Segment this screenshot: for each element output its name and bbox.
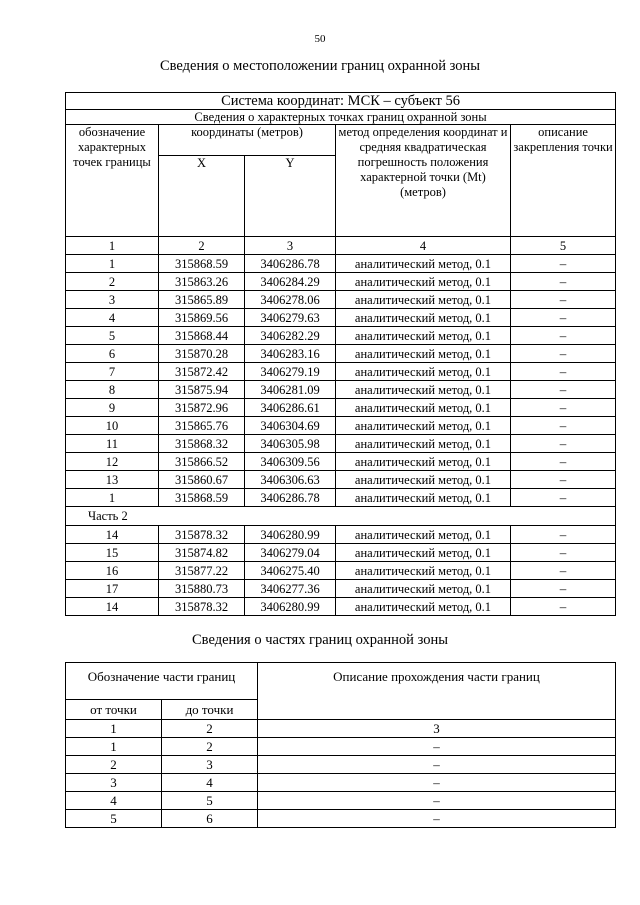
fixing-description: – xyxy=(511,381,616,399)
part-description: – xyxy=(258,774,616,792)
coord-x: 315880.73 xyxy=(159,580,245,598)
table-row xyxy=(66,273,616,291)
method-accuracy: аналитический метод, 0.1 xyxy=(336,399,511,417)
table-row xyxy=(66,417,616,435)
method-accuracy: аналитический метод, 0.1 xyxy=(336,309,511,327)
table-row xyxy=(66,309,616,327)
fixing-description: – xyxy=(511,453,616,471)
point-number: 16 xyxy=(66,562,159,580)
fixing-description: – xyxy=(511,363,616,381)
coord-y: 3406277.36 xyxy=(245,580,336,598)
method-accuracy: аналитический метод, 0.1 xyxy=(336,381,511,399)
fixing-description: – xyxy=(511,255,616,273)
table-row xyxy=(66,580,616,598)
point-number: 5 xyxy=(66,327,159,345)
coord-x: 315869.56 xyxy=(159,309,245,327)
method-accuracy: аналитический метод, 0.1 xyxy=(336,291,511,309)
coord-x: 315868.44 xyxy=(159,327,245,345)
point-number: 15 xyxy=(66,544,159,562)
col-number: 2 xyxy=(162,720,258,738)
coord-y: 3406278.06 xyxy=(245,291,336,309)
coord-x: 315868.32 xyxy=(159,435,245,453)
fixing-description: – xyxy=(511,471,616,489)
table-row xyxy=(66,291,616,309)
coord-x: 315875.94 xyxy=(159,381,245,399)
col-number: 5 xyxy=(511,237,616,255)
to-point: 4 xyxy=(162,774,258,792)
fixing-description: – xyxy=(511,327,616,345)
from-point: 4 xyxy=(66,792,162,810)
coord-x: 315865.89 xyxy=(159,291,245,309)
coord-y: 3406281.09 xyxy=(245,381,336,399)
coord-x: 315870.28 xyxy=(159,345,245,363)
to-point: 2 xyxy=(162,738,258,756)
coord-y: 3406305.98 xyxy=(245,435,336,453)
col-header-designation: Обозначение части границ xyxy=(66,663,258,700)
col-number: 1 xyxy=(66,237,159,255)
point-number: 13 xyxy=(66,471,159,489)
part-description: – xyxy=(258,810,616,828)
point-number: 9 xyxy=(66,399,159,417)
coord-x: 315863.26 xyxy=(159,273,245,291)
coord-x: 315860.67 xyxy=(159,471,245,489)
fixing-description: – xyxy=(511,526,616,544)
col-header-x: X xyxy=(159,156,245,237)
fixing-description: – xyxy=(511,489,616,507)
method-accuracy: аналитический метод, 0.1 xyxy=(336,327,511,345)
table-row xyxy=(66,489,616,507)
point-number: 1 xyxy=(66,489,159,507)
part-2-empty xyxy=(336,507,511,526)
col-header-y: Y xyxy=(245,156,336,237)
table-row xyxy=(66,381,616,399)
parts-section-title: Сведения о частях границ охранной зоны xyxy=(192,632,448,648)
table-row xyxy=(66,774,616,792)
part-2-label: Часть 2 xyxy=(66,507,159,526)
method-accuracy: аналитический метод, 0.1 xyxy=(336,345,511,363)
col-header-from-point: от точки xyxy=(66,700,162,720)
method-accuracy: аналитический метод, 0.1 xyxy=(336,255,511,273)
coord-y: 3406306.63 xyxy=(245,471,336,489)
method-accuracy: аналитический метод, 0.1 xyxy=(336,526,511,544)
method-accuracy: аналитический метод, 0.1 xyxy=(336,580,511,598)
fixing-description: – xyxy=(511,544,616,562)
coordinate-system-header: Система координат: МСК – субъект 56 xyxy=(66,93,616,110)
point-number: 1 xyxy=(66,255,159,273)
coord-y: 3406286.61 xyxy=(245,399,336,417)
fixing-description: – xyxy=(511,345,616,363)
col-header-coordinates: координаты (метров) xyxy=(159,125,336,156)
part-2-empty xyxy=(159,507,245,526)
coord-x: 315868.59 xyxy=(159,255,245,273)
coord-y: 3406286.78 xyxy=(245,489,336,507)
fixing-description: – xyxy=(511,417,616,435)
table-row xyxy=(66,562,616,580)
coord-y: 3406286.78 xyxy=(245,255,336,273)
table-row xyxy=(66,363,616,381)
point-number: 17 xyxy=(66,580,159,598)
coord-y: 3406279.19 xyxy=(245,363,336,381)
method-accuracy: аналитический метод, 0.1 xyxy=(336,363,511,381)
col-header-to-point: до точки xyxy=(162,700,258,720)
method-accuracy: аналитический метод, 0.1 xyxy=(336,471,511,489)
col-header-point: обозначение характерных точек границы xyxy=(66,125,159,237)
to-point: 6 xyxy=(162,810,258,828)
table-row xyxy=(66,526,616,544)
coord-y: 3406283.16 xyxy=(245,345,336,363)
coord-x: 315868.59 xyxy=(159,489,245,507)
coord-y: 3406304.69 xyxy=(245,417,336,435)
table-row xyxy=(66,399,616,417)
point-number: 2 xyxy=(66,273,159,291)
col-header-method: метод определения координат и средняя квадратическая погрешность положения характерной точки (Mt) (метров) xyxy=(336,125,511,237)
part-2-empty xyxy=(245,507,336,526)
part-description: – xyxy=(258,792,616,810)
coord-x: 315877.22 xyxy=(159,562,245,580)
coord-x: 315865.76 xyxy=(159,417,245,435)
table-row xyxy=(66,435,616,453)
method-accuracy: аналитический метод, 0.1 xyxy=(336,273,511,291)
part-description: – xyxy=(258,738,616,756)
col-number: 3 xyxy=(258,720,616,738)
coord-y: 3406280.99 xyxy=(245,526,336,544)
method-accuracy: аналитический метод, 0.1 xyxy=(336,544,511,562)
from-point: 1 xyxy=(66,738,162,756)
coordinates-table xyxy=(65,92,616,616)
to-point: 5 xyxy=(162,792,258,810)
coord-y: 3406279.63 xyxy=(245,309,336,327)
col-number: 4 xyxy=(336,237,511,255)
boundary-parts-table xyxy=(65,662,616,828)
table-row xyxy=(66,792,616,810)
table-row xyxy=(66,756,616,774)
point-number: 8 xyxy=(66,381,159,399)
fixing-description: – xyxy=(511,309,616,327)
col-header-fixing: описание закрепления точки xyxy=(511,125,616,237)
fixing-description: – xyxy=(511,562,616,580)
col-number: 3 xyxy=(245,237,336,255)
from-point: 5 xyxy=(66,810,162,828)
coord-y: 3406309.56 xyxy=(245,453,336,471)
point-number: 11 xyxy=(66,435,159,453)
table-row xyxy=(66,810,616,828)
coord-y: 3406275.40 xyxy=(245,562,336,580)
points-subheader: Сведения о характерных точках границ охранной зоны xyxy=(66,110,616,125)
coord-y: 3406284.29 xyxy=(245,273,336,291)
table-row xyxy=(66,327,616,345)
point-number: 12 xyxy=(66,453,159,471)
method-accuracy: аналитический метод, 0.1 xyxy=(336,598,511,616)
method-accuracy: аналитический метод, 0.1 xyxy=(336,435,511,453)
table-row xyxy=(66,471,616,489)
table-row xyxy=(66,453,616,471)
coord-x: 315866.52 xyxy=(159,453,245,471)
from-point: 2 xyxy=(66,756,162,774)
point-number: 14 xyxy=(66,598,159,616)
coord-x: 315878.32 xyxy=(159,526,245,544)
coord-y: 3406279.04 xyxy=(245,544,336,562)
table-row xyxy=(66,598,616,616)
table-row xyxy=(66,738,616,756)
fixing-description: – xyxy=(511,291,616,309)
part-2-empty xyxy=(511,507,616,526)
coord-x: 315872.42 xyxy=(159,363,245,381)
point-number: 14 xyxy=(66,526,159,544)
table-row xyxy=(66,255,616,273)
point-number: 3 xyxy=(66,291,159,309)
point-number: 4 xyxy=(66,309,159,327)
fixing-description: – xyxy=(511,399,616,417)
point-number: 7 xyxy=(66,363,159,381)
col-number: 2 xyxy=(159,237,245,255)
page-number: 50 xyxy=(314,33,326,45)
coord-x: 315872.96 xyxy=(159,399,245,417)
fixing-description: – xyxy=(511,435,616,453)
coord-y: 3406280.99 xyxy=(245,598,336,616)
table-row xyxy=(66,345,616,363)
part-description: – xyxy=(258,756,616,774)
fixing-description: – xyxy=(511,598,616,616)
col-header-description: Описание прохождения части границ xyxy=(258,663,616,720)
page-title: Сведения о местоположении границ охранной зоны xyxy=(159,58,480,74)
point-number: 10 xyxy=(66,417,159,435)
method-accuracy: аналитический метод, 0.1 xyxy=(336,453,511,471)
method-accuracy: аналитический метод, 0.1 xyxy=(336,489,511,507)
coord-x: 315878.32 xyxy=(159,598,245,616)
to-point: 3 xyxy=(162,756,258,774)
from-point: 3 xyxy=(66,774,162,792)
point-number: 6 xyxy=(66,345,159,363)
method-accuracy: аналитический метод, 0.1 xyxy=(336,417,511,435)
table-row xyxy=(66,544,616,562)
col-number: 1 xyxy=(66,720,162,738)
method-accuracy: аналитический метод, 0.1 xyxy=(336,562,511,580)
fixing-description: – xyxy=(511,580,616,598)
fixing-description: – xyxy=(511,273,616,291)
coord-y: 3406282.29 xyxy=(245,327,336,345)
coord-x: 315874.82 xyxy=(159,544,245,562)
